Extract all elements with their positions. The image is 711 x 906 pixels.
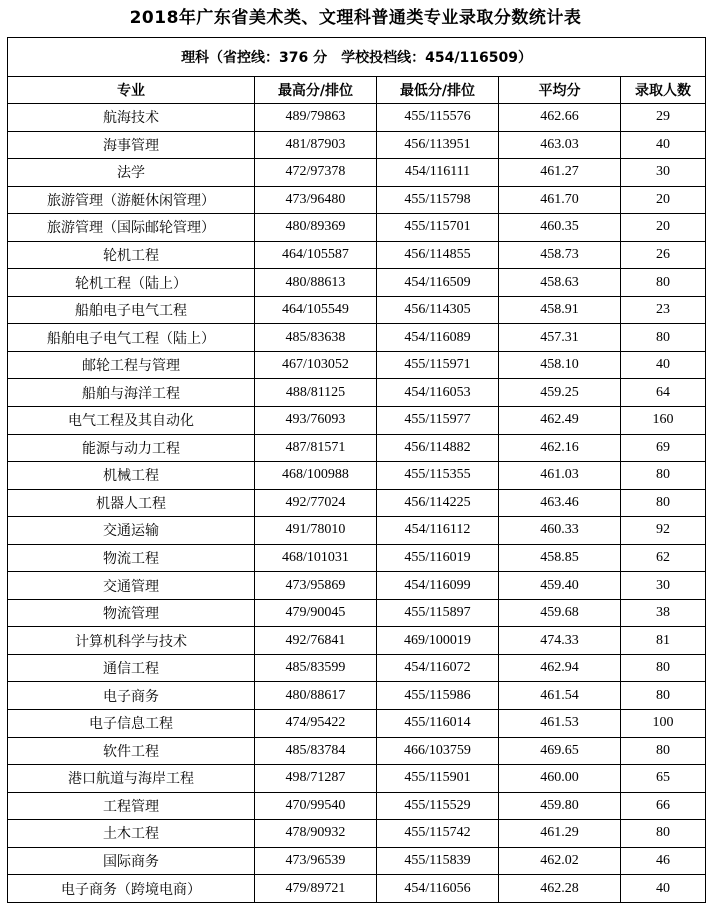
admission-score-table xyxy=(7,37,706,903)
column-header-highest-score-rank: 最高分/排位 xyxy=(255,77,377,104)
table-row xyxy=(8,599,706,627)
lowest-score-rank-cell: 454/116072 xyxy=(377,654,499,682)
major-cell: 通信工程 xyxy=(8,654,255,682)
highest-score-rank-cell: 464/105549 xyxy=(255,296,377,324)
average-score-cell: 459.40 xyxy=(499,572,621,600)
major-cell: 土木工程 xyxy=(8,820,255,848)
average-score-cell: 463.46 xyxy=(499,489,621,517)
major-cell: 电子商务（跨境电商） xyxy=(8,875,255,903)
average-score-cell: 462.49 xyxy=(499,407,621,435)
table-row xyxy=(8,875,706,903)
table-row xyxy=(8,544,706,572)
table-row xyxy=(8,324,706,352)
highest-score-rank-cell: 478/90932 xyxy=(255,820,377,848)
table-row xyxy=(8,489,706,517)
lowest-score-rank-cell: 454/116053 xyxy=(377,379,499,407)
major-cell: 物流工程 xyxy=(8,544,255,572)
highest-score-rank-cell: 485/83784 xyxy=(255,737,377,765)
highest-score-rank-cell: 473/96480 xyxy=(255,186,377,214)
lowest-score-rank-cell: 456/114855 xyxy=(377,241,499,269)
average-score-cell: 461.29 xyxy=(499,820,621,848)
table-row xyxy=(8,131,706,159)
highest-score-rank-cell: 472/97378 xyxy=(255,159,377,187)
table-row xyxy=(8,186,706,214)
average-score-cell: 459.68 xyxy=(499,599,621,627)
admitted-count-cell: 69 xyxy=(621,434,706,462)
admitted-count-cell: 40 xyxy=(621,351,706,379)
major-cell: 机械工程 xyxy=(8,462,255,490)
admitted-count-cell: 40 xyxy=(621,131,706,159)
admitted-count-cell: 81 xyxy=(621,627,706,655)
lowest-score-rank-cell: 455/115798 xyxy=(377,186,499,214)
admitted-count-cell: 23 xyxy=(621,296,706,324)
admitted-count-cell: 65 xyxy=(621,765,706,793)
highest-score-rank-cell: 479/89721 xyxy=(255,875,377,903)
average-score-cell: 462.02 xyxy=(499,847,621,875)
highest-score-rank-cell: 470/99540 xyxy=(255,792,377,820)
highest-score-rank-cell: 479/90045 xyxy=(255,599,377,627)
highest-score-rank-cell: 468/101031 xyxy=(255,544,377,572)
highest-score-rank-cell: 485/83599 xyxy=(255,654,377,682)
table-row xyxy=(8,572,706,600)
table-row xyxy=(8,159,706,187)
major-cell: 机器人工程 xyxy=(8,489,255,517)
average-score-cell: 462.28 xyxy=(499,875,621,903)
lowest-score-rank-cell: 455/115977 xyxy=(377,407,499,435)
table-row xyxy=(8,379,706,407)
major-cell: 航海技术 xyxy=(8,104,255,132)
highest-score-rank-cell: 487/81571 xyxy=(255,434,377,462)
highest-score-rank-cell: 473/96539 xyxy=(255,847,377,875)
major-cell: 旅游管理（游艇休闲管理） xyxy=(8,186,255,214)
average-score-cell: 457.31 xyxy=(499,324,621,352)
table-row xyxy=(8,351,706,379)
major-cell: 法学 xyxy=(8,159,255,187)
table-row xyxy=(8,434,706,462)
lowest-score-rank-cell: 454/116112 xyxy=(377,517,499,545)
column-header-average-score: 平均分 xyxy=(499,77,621,104)
major-cell: 旅游管理（国际邮轮管理） xyxy=(8,214,255,242)
admitted-count-cell: 20 xyxy=(621,214,706,242)
lowest-score-rank-cell: 466/103759 xyxy=(377,737,499,765)
admitted-count-cell: 80 xyxy=(621,682,706,710)
major-cell: 软件工程 xyxy=(8,737,255,765)
table-caption: 理科（省控线：376 分 学校投档线：454/116509） xyxy=(8,38,706,77)
table-row xyxy=(8,214,706,242)
lowest-score-rank-cell: 455/115742 xyxy=(377,820,499,848)
lowest-score-rank-cell: 455/115529 xyxy=(377,792,499,820)
major-cell: 船舶电子电气工程 xyxy=(8,296,255,324)
major-cell: 交通运输 xyxy=(8,517,255,545)
lowest-score-rank-cell: 455/115839 xyxy=(377,847,499,875)
lowest-score-rank-cell: 455/116014 xyxy=(377,710,499,738)
lowest-score-rank-cell: 456/114305 xyxy=(377,296,499,324)
table-row xyxy=(8,241,706,269)
table-row xyxy=(8,517,706,545)
major-cell: 电子商务 xyxy=(8,682,255,710)
highest-score-rank-cell: 481/87903 xyxy=(255,131,377,159)
major-cell: 邮轮工程与管理 xyxy=(8,351,255,379)
admitted-count-cell: 80 xyxy=(621,737,706,765)
admitted-count-cell: 38 xyxy=(621,599,706,627)
admitted-count-cell: 30 xyxy=(621,572,706,600)
column-header-admitted-count: 录取人数 xyxy=(621,77,706,104)
table-header-row xyxy=(8,77,706,104)
table-row xyxy=(8,462,706,490)
admitted-count-cell: 80 xyxy=(621,269,706,297)
average-score-cell: 461.53 xyxy=(499,710,621,738)
average-score-cell: 461.70 xyxy=(499,186,621,214)
admitted-count-cell: 66 xyxy=(621,792,706,820)
major-cell: 国际商务 xyxy=(8,847,255,875)
admitted-count-cell: 26 xyxy=(621,241,706,269)
admitted-count-cell: 64 xyxy=(621,379,706,407)
admitted-count-cell: 80 xyxy=(621,654,706,682)
average-score-cell: 459.80 xyxy=(499,792,621,820)
admitted-count-cell: 80 xyxy=(621,489,706,517)
lowest-score-rank-cell: 455/115576 xyxy=(377,104,499,132)
major-cell: 电气工程及其自动化 xyxy=(8,407,255,435)
major-cell: 海事管理 xyxy=(8,131,255,159)
average-score-cell: 459.25 xyxy=(499,379,621,407)
lowest-score-rank-cell: 454/116111 xyxy=(377,159,499,187)
average-score-cell: 461.03 xyxy=(499,462,621,490)
table-caption-row xyxy=(8,38,706,77)
lowest-score-rank-cell: 454/116089 xyxy=(377,324,499,352)
admitted-count-cell: 29 xyxy=(621,104,706,132)
highest-score-rank-cell: 467/103052 xyxy=(255,351,377,379)
admitted-count-cell: 80 xyxy=(621,820,706,848)
table-row xyxy=(8,792,706,820)
average-score-cell: 458.73 xyxy=(499,241,621,269)
lowest-score-rank-cell: 455/115701 xyxy=(377,214,499,242)
table-row xyxy=(8,627,706,655)
major-cell: 物流管理 xyxy=(8,599,255,627)
lowest-score-rank-cell: 456/114225 xyxy=(377,489,499,517)
average-score-cell: 462.16 xyxy=(499,434,621,462)
highest-score-rank-cell: 492/77024 xyxy=(255,489,377,517)
major-cell: 工程管理 xyxy=(8,792,255,820)
average-score-cell: 463.03 xyxy=(499,131,621,159)
average-score-cell: 458.91 xyxy=(499,296,621,324)
highest-score-rank-cell: 488/81125 xyxy=(255,379,377,407)
average-score-cell: 458.63 xyxy=(499,269,621,297)
column-header-major: 专业 xyxy=(8,77,255,104)
major-cell: 轮机工程 xyxy=(8,241,255,269)
lowest-score-rank-cell: 455/115971 xyxy=(377,351,499,379)
table-row xyxy=(8,654,706,682)
average-score-cell: 458.85 xyxy=(499,544,621,572)
table-row xyxy=(8,296,706,324)
average-score-cell: 461.54 xyxy=(499,682,621,710)
highest-score-rank-cell: 492/76841 xyxy=(255,627,377,655)
highest-score-rank-cell: 480/89369 xyxy=(255,214,377,242)
average-score-cell: 462.66 xyxy=(499,104,621,132)
major-cell: 电子信息工程 xyxy=(8,710,255,738)
admitted-count-cell: 160 xyxy=(621,407,706,435)
admitted-count-cell: 30 xyxy=(621,159,706,187)
highest-score-rank-cell: 473/95869 xyxy=(255,572,377,600)
table-row xyxy=(8,765,706,793)
average-score-cell: 469.65 xyxy=(499,737,621,765)
average-score-cell: 461.27 xyxy=(499,159,621,187)
major-cell: 船舶与海洋工程 xyxy=(8,379,255,407)
highest-score-rank-cell: 491/78010 xyxy=(255,517,377,545)
major-cell: 能源与动力工程 xyxy=(8,434,255,462)
admitted-count-cell: 92 xyxy=(621,517,706,545)
highest-score-rank-cell: 468/100988 xyxy=(255,462,377,490)
average-score-cell: 460.00 xyxy=(499,765,621,793)
average-score-cell: 474.33 xyxy=(499,627,621,655)
admitted-count-cell: 62 xyxy=(621,544,706,572)
average-score-cell: 462.94 xyxy=(499,654,621,682)
highest-score-rank-cell: 485/83638 xyxy=(255,324,377,352)
admitted-count-cell: 80 xyxy=(621,462,706,490)
table-row xyxy=(8,710,706,738)
major-cell: 轮机工程（陆上） xyxy=(8,269,255,297)
lowest-score-rank-cell: 455/116019 xyxy=(377,544,499,572)
lowest-score-rank-cell: 456/113951 xyxy=(377,131,499,159)
admitted-count-cell: 100 xyxy=(621,710,706,738)
highest-score-rank-cell: 489/79863 xyxy=(255,104,377,132)
table-row xyxy=(8,847,706,875)
lowest-score-rank-cell: 455/115355 xyxy=(377,462,499,490)
lowest-score-rank-cell: 455/115901 xyxy=(377,765,499,793)
major-cell: 船舶电子电气工程（陆上） xyxy=(8,324,255,352)
table-row xyxy=(8,682,706,710)
document-title: 2018年广东省美术类、文理科普通类专业录取分数统计表 xyxy=(129,8,582,28)
lowest-score-rank-cell: 455/115897 xyxy=(377,599,499,627)
highest-score-rank-cell: 474/95422 xyxy=(255,710,377,738)
average-score-cell: 458.10 xyxy=(499,351,621,379)
table-row xyxy=(8,820,706,848)
table-row xyxy=(8,737,706,765)
highest-score-rank-cell: 493/76093 xyxy=(255,407,377,435)
lowest-score-rank-cell: 454/116099 xyxy=(377,572,499,600)
admitted-count-cell: 46 xyxy=(621,847,706,875)
major-cell: 计算机科学与技术 xyxy=(8,627,255,655)
table-row xyxy=(8,407,706,435)
lowest-score-rank-cell: 469/100019 xyxy=(377,627,499,655)
highest-score-rank-cell: 480/88617 xyxy=(255,682,377,710)
table-row xyxy=(8,104,706,132)
admitted-count-cell: 80 xyxy=(621,324,706,352)
major-cell: 交通管理 xyxy=(8,572,255,600)
table-body xyxy=(8,38,706,903)
lowest-score-rank-cell: 454/116509 xyxy=(377,269,499,297)
lowest-score-rank-cell: 456/114882 xyxy=(377,434,499,462)
highest-score-rank-cell: 464/105587 xyxy=(255,241,377,269)
highest-score-rank-cell: 480/88613 xyxy=(255,269,377,297)
average-score-cell: 460.35 xyxy=(499,214,621,242)
major-cell: 港口航道与海岸工程 xyxy=(8,765,255,793)
admitted-count-cell: 20 xyxy=(621,186,706,214)
lowest-score-rank-cell: 455/115986 xyxy=(377,682,499,710)
table-row xyxy=(8,269,706,297)
column-header-lowest-score-rank: 最低分/排位 xyxy=(377,77,499,104)
lowest-score-rank-cell: 454/116056 xyxy=(377,875,499,903)
admitted-count-cell: 40 xyxy=(621,875,706,903)
average-score-cell: 460.33 xyxy=(499,517,621,545)
highest-score-rank-cell: 498/71287 xyxy=(255,765,377,793)
